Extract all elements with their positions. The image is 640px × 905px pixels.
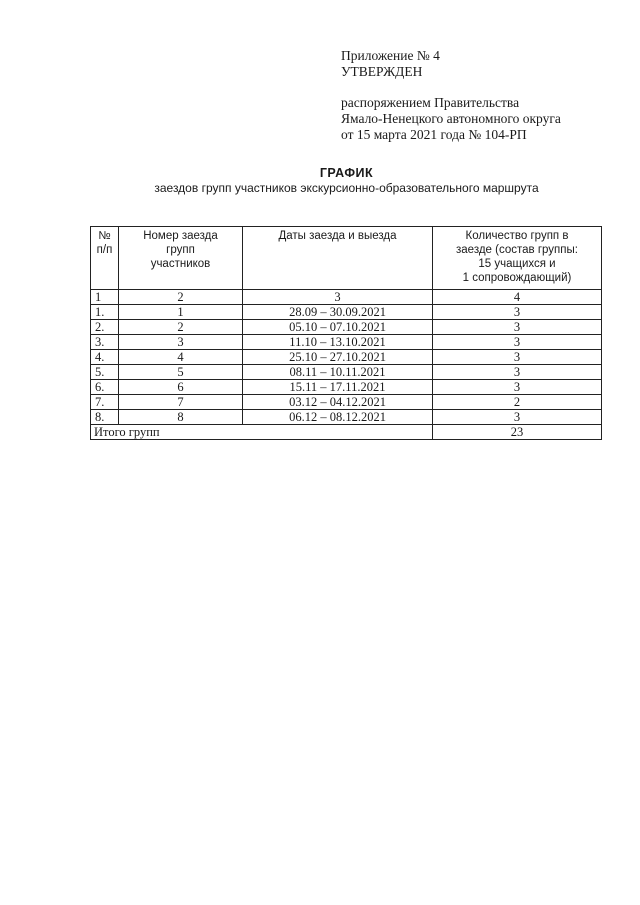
table-header-row [91,227,602,290]
header-groups-line-1: Количество групп в [465,230,569,242]
row-arrival: 7 [119,395,243,410]
index-cell: 3 [243,290,433,305]
row-number: 5. [91,365,119,380]
row-groups: 3 [433,320,602,335]
row-arrival: 8 [119,410,243,425]
row-groups: 2 [433,395,602,410]
row-number: 6. [91,380,119,395]
row-dates: 25.10 – 27.10.2021 [243,350,433,365]
order-line-1: распоряжением Правительства [341,95,520,110]
row-dates: 28.09 – 30.09.2021 [243,305,433,320]
approval-header [341,48,631,143]
table-row [91,395,602,410]
table-row [91,350,602,365]
row-number: 7. [91,395,119,410]
header-arrival-line-3: участников [150,258,211,270]
header-number-line-1: № [98,230,111,242]
index-cell: 4 [433,290,602,305]
header-dates-text: Даты заезда и выезда [278,230,397,242]
header-groups [433,227,602,290]
table-row [91,335,602,350]
index-cell: 1 [91,290,119,305]
column-index-row [91,290,602,305]
row-dates: 08.11 – 10.11.2021 [243,365,433,380]
row-number: 8. [91,410,119,425]
row-arrival: 1 [119,305,243,320]
total-value: 23 [433,425,602,440]
appendix-label: Приложение № 4 [341,48,440,63]
header-arrival-line-1: Номер заезда [143,230,218,242]
index-cell: 2 [119,290,243,305]
order-line-3: от 15 марта 2021 года № 104-РП [341,127,527,142]
row-groups: 3 [433,350,602,365]
header-arrival-line-2: групп [166,244,195,256]
total-row [91,425,602,440]
row-dates: 03.12 – 04.12.2021 [243,395,433,410]
header-dates [243,227,433,290]
header-number-line-2: п/п [96,244,113,256]
total-label: Итого групп [91,425,433,440]
row-dates: 06.12 – 08.12.2021 [243,410,433,425]
row-arrival: 6 [119,380,243,395]
header-groups-line-4: 1 сопровождающий) [462,272,572,284]
header-arrival [119,227,243,290]
header-number [91,227,119,290]
row-arrival: 5 [119,365,243,380]
header-groups-line-2: заезде (состав группы: [456,244,578,256]
row-number: 1. [91,305,119,320]
row-dates: 15.11 – 17.11.2021 [243,380,433,395]
row-number: 2. [91,320,119,335]
row-dates: 05.10 – 07.10.2021 [243,320,433,335]
table-row [91,410,602,425]
document-title: ГРАФИК [319,166,374,180]
order-line-2: Ямало-Ненецкого автономного округа [341,111,561,126]
row-groups: 3 [433,410,602,425]
row-groups: 3 [433,380,602,395]
table-row [91,305,602,320]
document-subtitle: заездов групп участников экскурсионно-образовательного маршрута [154,181,539,195]
table-row [91,320,602,335]
header-groups-line-3: 15 учащихся и [478,258,556,270]
approved-label: УТВЕРЖДЕН [341,64,423,79]
table-row [91,365,602,380]
row-groups: 3 [433,365,602,380]
row-arrival: 2 [119,320,243,335]
row-number: 3. [91,335,119,350]
row-arrival: 3 [119,335,243,350]
row-groups: 3 [433,305,602,320]
row-number: 4. [91,350,119,365]
row-dates: 11.10 – 13.10.2021 [243,335,433,350]
schedule-table [90,226,602,440]
table-row [91,380,602,395]
row-arrival: 4 [119,350,243,365]
row-groups: 3 [433,335,602,350]
